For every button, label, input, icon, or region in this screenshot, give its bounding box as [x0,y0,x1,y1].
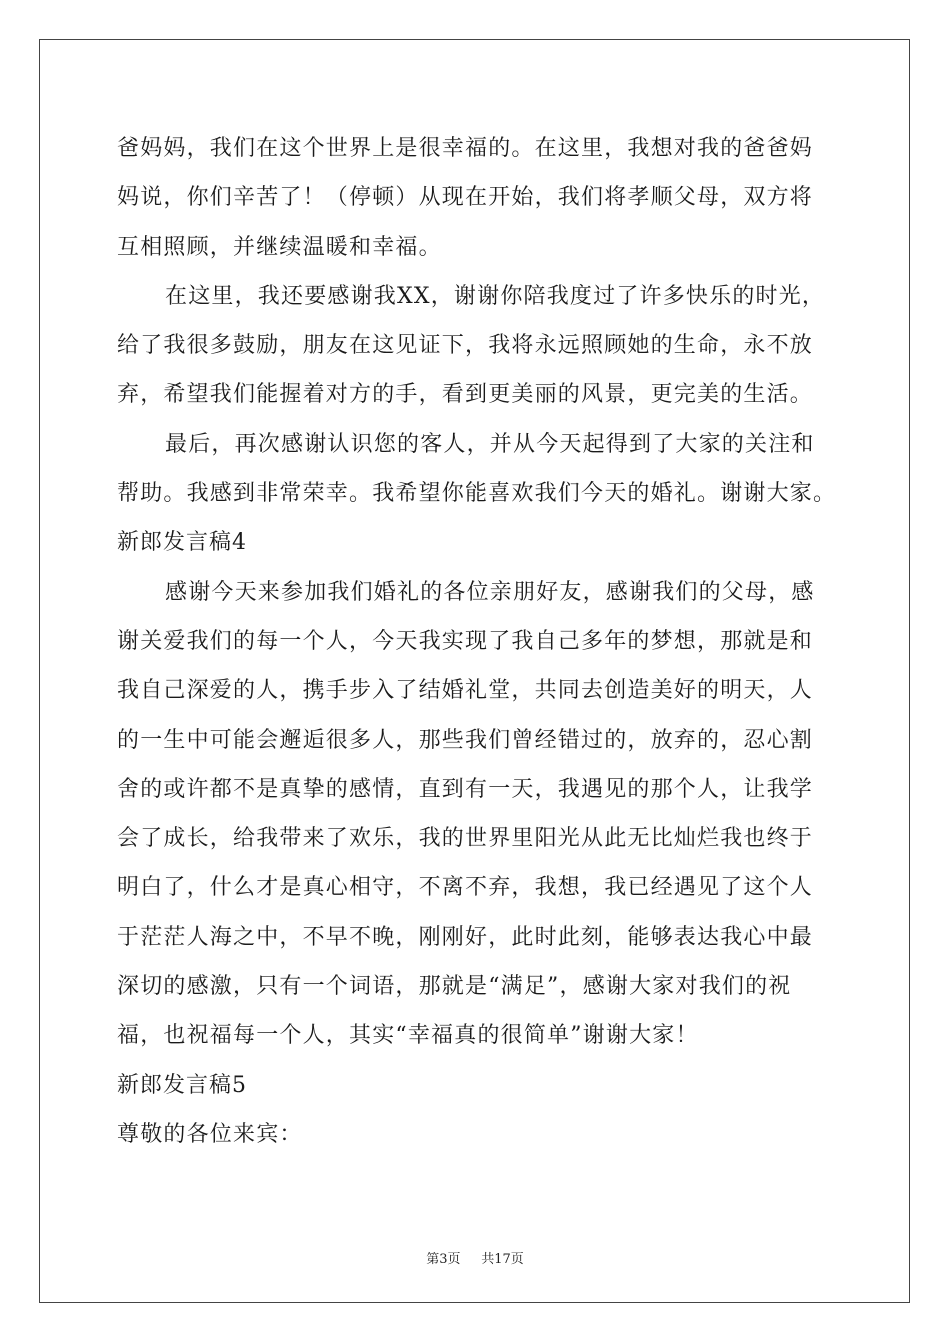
text-line: 我自己深爱的人，携手步入了结婚礼堂，共同去创造美好的明天，人 [117,678,814,704]
text-line: 舍的或许都不是真挚的感情，直到有一天，我遇见的那个人，让我学 [117,776,814,802]
paragraph-start-line: 在这里，我还要感谢我XX，谢谢你陪我度过了许多快乐的时光， [165,283,826,309]
text-line: 福，也祝福每一个人，其实“幸福真的很简单”谢谢大家！ [117,1023,699,1049]
document-body [117,124,837,1159]
text-line: 帮助。我感到非常荣幸。我希望你能喜欢我们今天的婚礼。谢谢大家。 [117,481,837,507]
text-line: 会了成长，给我带来了欢乐，我的世界里阳光从此无比灿烂我也终于 [117,826,814,852]
section-heading: 新郎发言稿4 [117,530,247,556]
text-line: 爸妈妈，我们在这个世界上是很幸福的。在这里，我想对我的爸爸妈 [117,136,814,161]
text-line: 谢关爱我们的每一个人，今天我实现了我自己多年的梦想，那就是和 [117,628,814,654]
total-pages: 共17页 [481,1252,524,1267]
text-line: 弃，希望我们能握着对方的手，看到更美丽的风景，更完美的生活。 [117,382,814,408]
salutation-line: 尊敬的各位来宾： [117,1121,303,1147]
text-line: 妈说，你们辛苦了！（停顿）从现在开始，我们将孝顺父母，双方将 [117,185,814,211]
text-line: 互相照顾，并继续温暖和幸福。 [117,234,442,260]
text-line: 给了我很多鼓励，朋友在这见证下，我将永远照顾她的生命，永不放 [117,333,814,359]
text-line: 的一生中可能会邂逅很多人，那些我们曾经错过的，放弃的，忍心割 [117,727,814,753]
paragraph-start-line: 最后，再次感谢认识您的客人，并从今天起得到了大家的关注和 [165,431,815,457]
page-number: 第3页 [426,1252,461,1267]
text-line: 明白了，什么才是真心相守，不离不弃，我想，我已经遇见了这个人 [117,875,814,901]
text-line: 深切的感激，只有一个词语，那就是“满足”，感谢大家对我们的祝 [117,974,792,1000]
paragraph-start-line: 感谢今天来参加我们婚礼的各位亲朋好友，感谢我们的父母，感 [165,579,815,605]
page-footer [0,1248,950,1267]
text-line: 于茫茫人海之中，不早不晚，刚刚好，此时此刻，能够表达我心中最 [117,924,814,950]
section-heading: 新郎发言稿5 [117,1072,247,1098]
